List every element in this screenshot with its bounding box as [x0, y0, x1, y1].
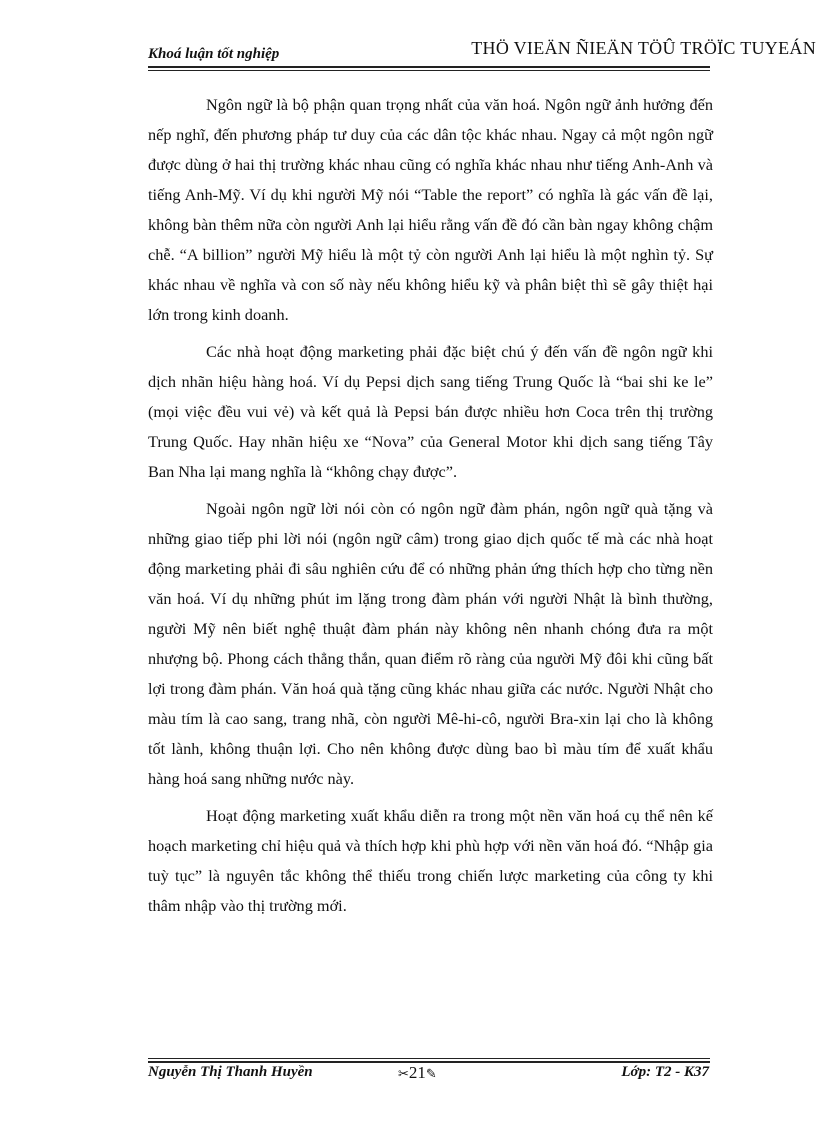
- document-body: [148, 90, 713, 928]
- footer-rule-thin: [148, 1058, 710, 1059]
- paragraph-nonverbal-communication: Ngoài ngôn ngữ lời nói còn có ngôn ngữ đàm phán, ngôn ngữ quà tặng và những giao tiếp phi lời nói (ngôn ngữ câm) trong giao dịch quốc tế mà các nhà hoạt động marketing phải đi sâu nghiên cứu để có những phản ứng thích hợp cho từng nền văn hoá. Ví dụ những phút im lặng trong đàm phán với người Nhật là bình thường, người Mỹ nên biết nghệ thuật đàm phán này không nên nhanh chóng đưa ra một nhượng bộ. Phong cách thẳng thắn, quan điểm rõ ràng của người Mỹ đôi khi cũng bất lợi trong đàm phán. Văn hoá quà tặng cũng khác nhau giữa các nước. Người Nhật cho màu tím là cao sang, trang nhã, còn người Mê-hi-cô, người Bra-xin lại cho là không tốt lành, không thuận lợi. Cho nên không được dùng bao bì màu tím để xuất khẩu hàng hoá sang những nước này.: [148, 499, 713, 788]
- paragraph-language-importance: Ngôn ngữ là bộ phận quan trọng nhất của văn hoá. Ngôn ngữ ảnh hưởng đến nếp nghĩ, đến phương pháp tư duy của các dân tộc khác nhau. Ngay cả một ngôn ngữ được dùng ở hai thị trường khác nhau cũng có nghĩa khác nhau như tiếng Anh-Anh và tiếng Anh-Mỹ. Ví dụ khi người Mỹ nói “Table the report” có nghĩa là gác vấn đề lại, không bàn thêm nữa còn người Anh lại hiểu rằng vấn đề đó cần bàn ngay không chậm chễ. “A billion” người Mỹ hiểu là một tỷ còn người Anh lại hiểu là một nghìn tỷ. Sự khác nhau về nghĩa và con số này nếu không hiểu kỹ và phân biệt thì sẽ gây thiệt hại lớn trong kinh doanh.: [148, 95, 713, 324]
- page-footer: [148, 1064, 713, 1086]
- page-header: [148, 36, 816, 64]
- header-library-name: THÖ VIEÄN ÑIEÄN TÖÛ TRÖÏC TUYEÁN: [471, 38, 816, 58]
- header-rule-thin: [148, 70, 710, 71]
- scissors-icon: ✂: [398, 1067, 409, 1082]
- pencil-icon: ✎: [425, 1067, 437, 1082]
- footer-class: Lớp: T2 - K37: [621, 1064, 709, 1080]
- footer-author: Nguyễn Thị Thanh Huyền: [148, 1064, 313, 1080]
- header-rule: [148, 66, 710, 68]
- paragraph-export-marketing: Hoạt động marketing xuất khẩu diễn ra trong một nền văn hoá cụ thể nên kế hoạch marketing chỉ hiệu quả và thích hợp khi phù hợp với nền văn hoá đó. “Nhập gia tuỳ tục” là nguyên tắc không thể thiếu trong chiến lược marketing của công ty khi thâm nhập vào thị trường mới.: [148, 806, 713, 915]
- footer-page-number-group: [398, 1063, 437, 1083]
- page-number: 21: [408, 1063, 426, 1082]
- header-thesis-title: Khoá luận tốt nghiệp: [148, 46, 280, 62]
- paragraph-brand-translation: Các nhà hoạt động marketing phải đặc biệt chú ý đến vấn đề ngôn ngữ khi dịch nhãn hiệu hàng hoá. Ví dụ Pepsi dịch sang tiếng Trung Quốc là “bai shi ke le” (mọi việc đều vui vẻ) và kết quả là Pepsi bán được nhiều hơn Coca trên thị trường Trung Quốc. Hay nhãn hiệu xe “Nova” của General Motor khi dịch sang tiếng Tây Ban Nha lại mang nghĩa là “không chạy được”.: [148, 342, 713, 481]
